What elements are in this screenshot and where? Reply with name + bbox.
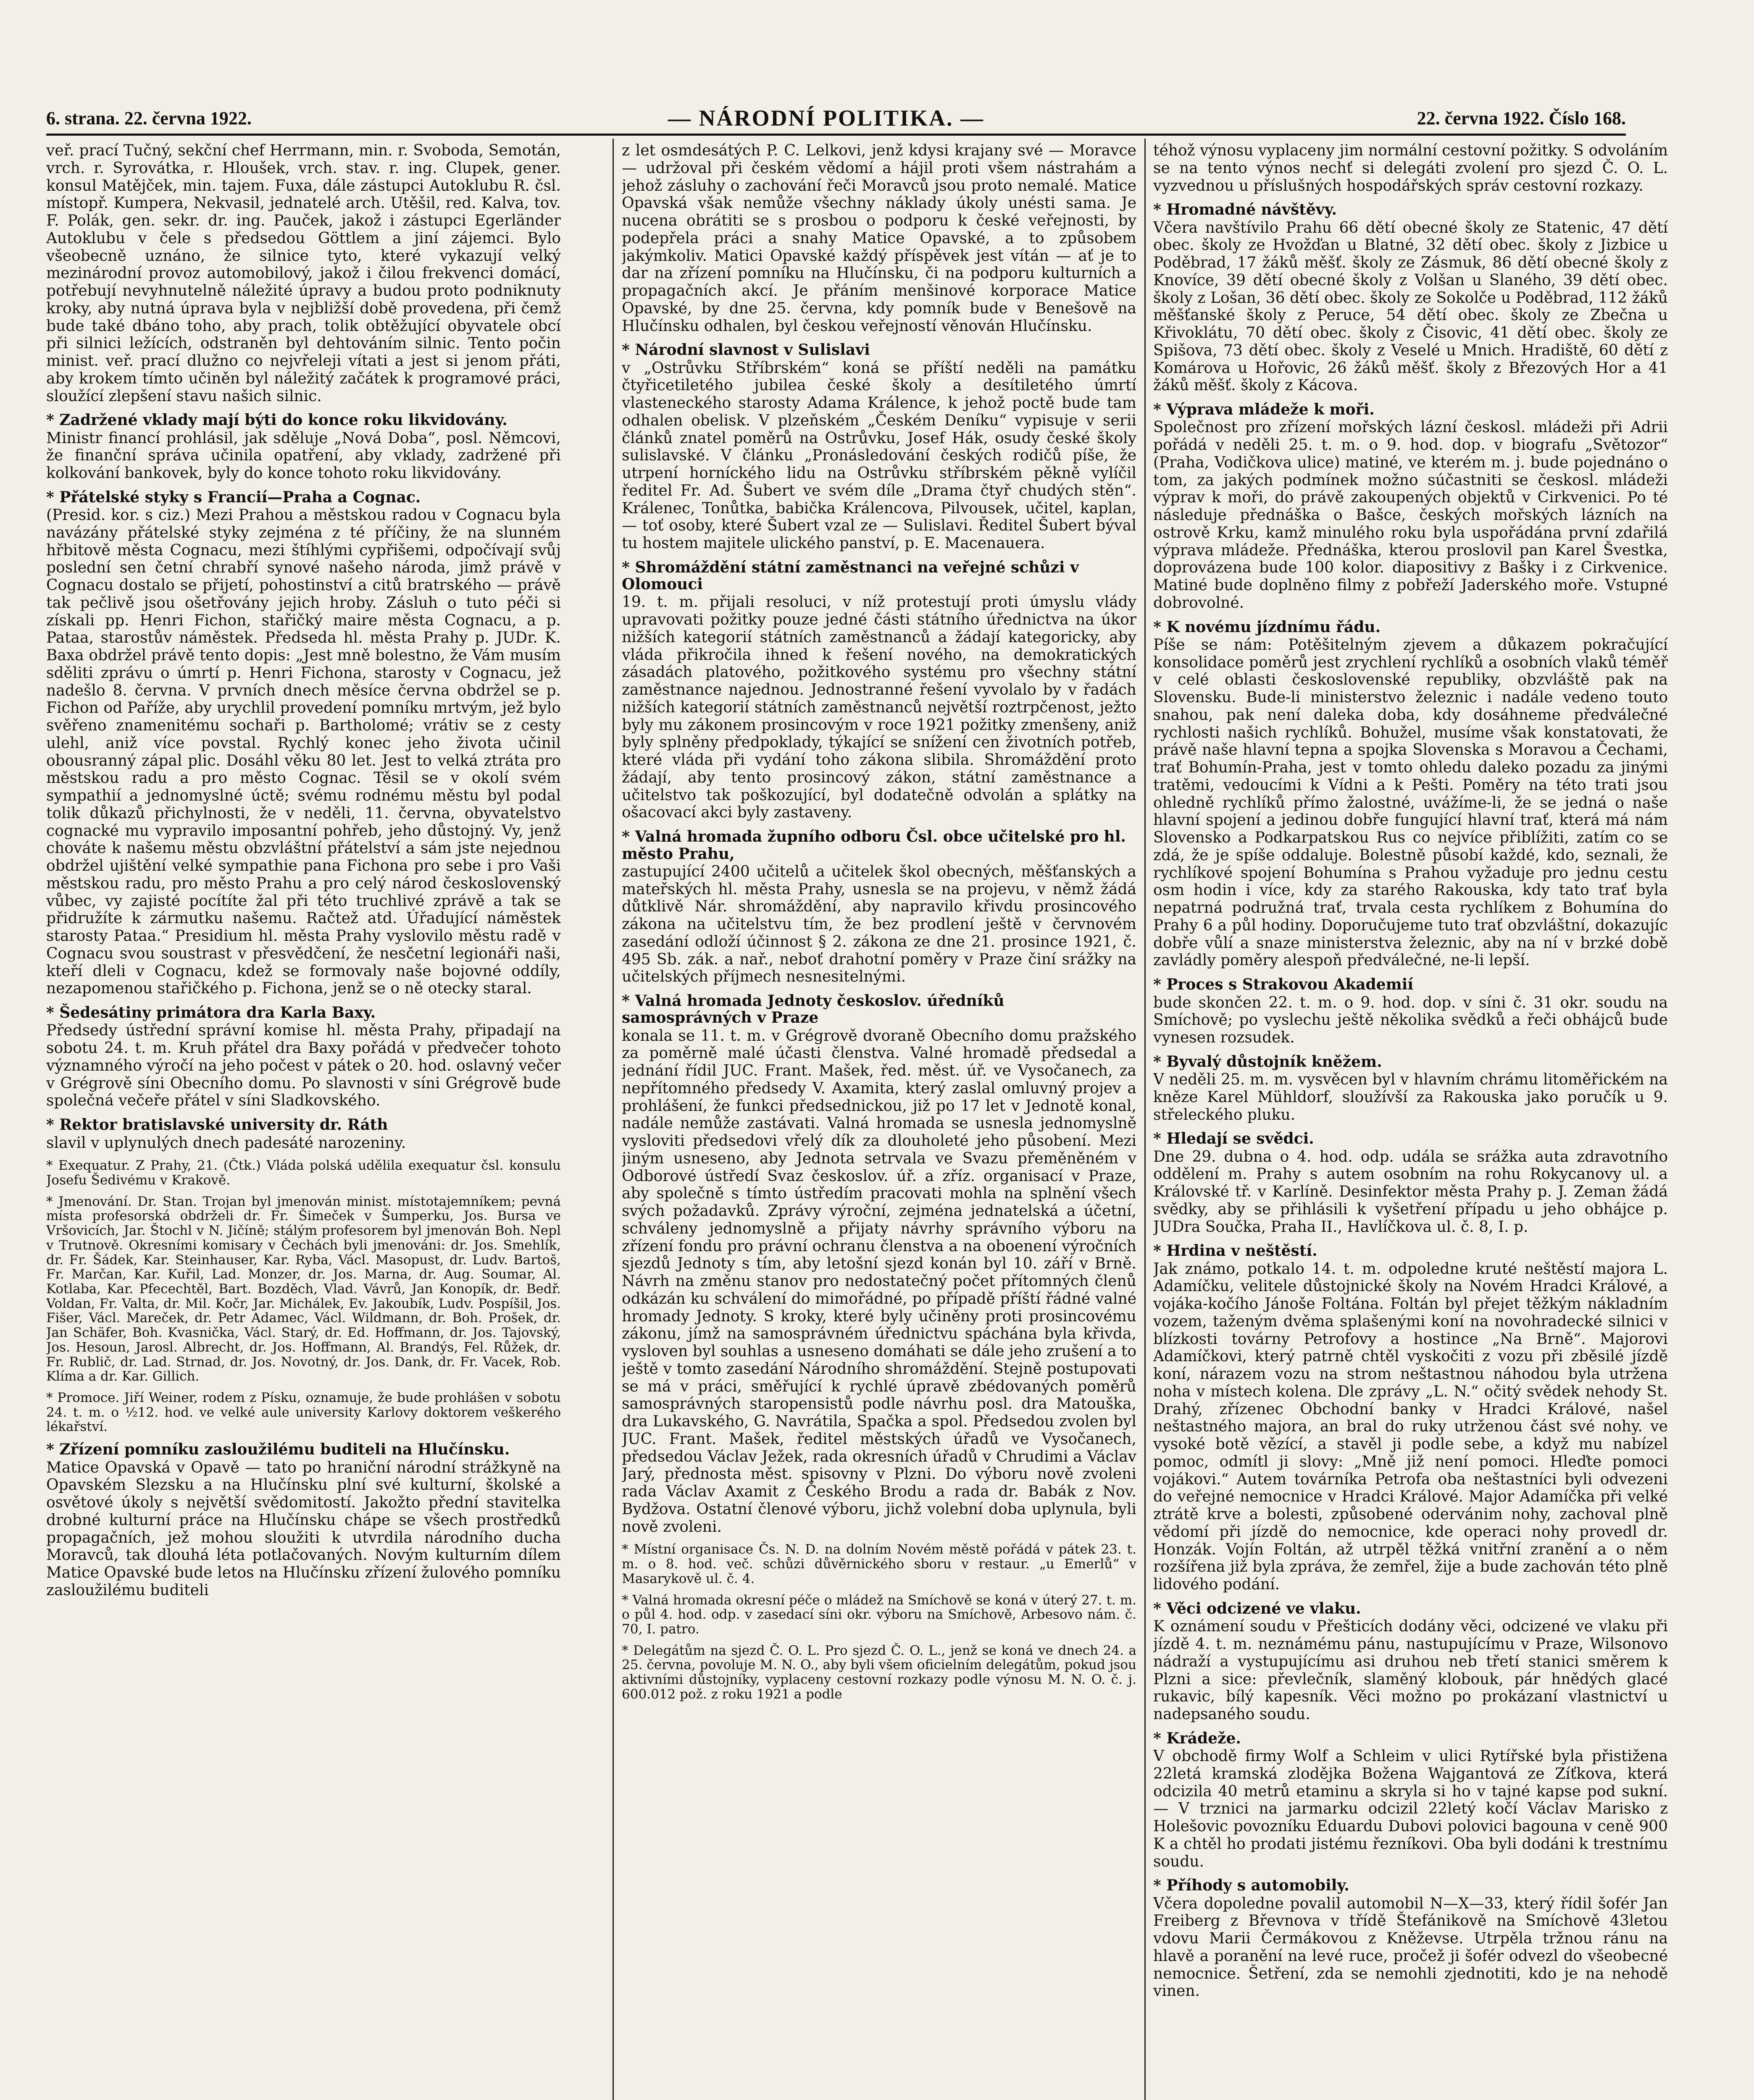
article-body: Společnost pro zřízení mořských lázní českosl. mládeži při Adrii pořádá v neděli 25. t. m. o 9. hod. dop. v biografu „Světozor“ (Praha, Vodičkova ulice) matiné, ve kterém m. j. bude pojednáno o tom, za jakých podmínek možno súčastniti se českosl. mládeži výprav k moři, do právě zakoupených objektů v Cirkvenici. Po té následuje přednáška o Bašce, českých mořských lázních na ostrově Krku, kamž minulého roku byla uspořádána první zdařilá výprava mládeže. Přednáška, kterou proslovil pan Karel Švestka, doprovázena bude 100 kolor. diapositivy z Bašky i z Cirkvenice. Matiné bude doplněno filmy z pobřeží Jaderského moře. Vstupné dobrovolné. (1153, 419, 1668, 612)
column-divider (613, 139, 614, 2100)
article-body: z let osmdesátých P. C. Lelkovi, jenž kdysi krajany své — Moravce — udržoval při českém vědomí a hájil proti všem nástrahám a jehož zásluhy o zachování řeči Moravců jsou proto nemalé. Matice Opavská však nemůže všechny náklady úkoly unésti sama. Je nucena obrátiti se s prosbou o podporu k české veřejnosti, by podepřela práci a snahy Matice Opavské, a to způsobem jakýmkoliv. Matici Opavské každý příspěvek jest vítán — ať je to dar na zřízení pomníku na Hlučínsku, či na podporu kulturních a propagačních akcí. Je přáním menšinové korporace Matice Opavské, by dne 25. června, kdy pomník bude v Benešově na Hlučínsku odhalen, byl českou veřejností věnován Hlučínsku. (622, 142, 1136, 335)
article-headline: * Shromáždění státní zaměstnanci na veřejné schůzi v Olomouci (622, 558, 1079, 593)
article-body: Včera navštívilo Prahu 66 dětí obecné školy ze Statenic, 47 dětí obec. školy ze Hvožďan u Blatné, 32 dětí obec. školy z Jizbice u Poděbrad, 17 žáků měšť. školy ze Zásmuk, 86 dětí obecné školy z Knovíce, 39 dětí obecné školy z Volšan u Slaného, 39 dětí obec. školy z Lošan, 36 dětí obec. školy ze Sokolče u Poděbrad, 112 žáků měšťanské školy z Peruce, 54 dětí obec. školy ze Zbečna u Křivoklátu, 70 dětí obec. školy z Čisovic, 41 dětí obec. školy ze Spišova, 73 dětí obec. školy z Veselé u Mnich. Hradiště, 60 dětí z Komárova u Hořovic, 26 žáků měšť. školy z Březových Hor a 41 žáků měšť. školy z Kácova. (1153, 219, 1668, 394)
article-headline: * Přátelské styky s Francií—Praha a Cognac. (46, 488, 421, 506)
article-headline: * Hrdina v neštěstí. (1153, 1242, 1317, 1260)
article-body: veř. prací Tučný, sekční chef Herrmann, min. r. Svoboda, Semotán, vrch. r. Syrovátka, r. Hloušek, vrch. stav. r. ing. Clupek, gener. konsul Matějček, min. tajem. Fuxa, dále zástupci Autoklubu R. čsl. místopř. Kumpera, Nekvasil, jednatelé arch. Utěšil, red. Kalva, tov. F. Polák, gen. sekr. dr. ing. Pauček, jakož i zástupci Egerländer Autoklubu v čele s předsedou Göttlem a jiní zájemci. Bylo všeobecně uznáno, že silnice tyto, které vykazují velký mezinárodní provoz automobilový, jakož i čilou frekvenci domácí, potřebují nevyhnutelně náležité úpravy a budou proto podniknuty kroky, aby nutná úprava byla v nejbližší době provedena, při čemž bude také dbáno toho, aby prach, tolik obtěžující obyvatele obcí při silnici ležících, odstraněn byl dehtováním silnic. Tento počin minist. veř. prací dlužno co nejvřeleji vítati a jest si jenom přáti, aby krokem tímto učiněn byl náležitý začátek k programové práci, sloužící zlepšení stavu našich silnic. (46, 142, 561, 405)
news-article (1153, 976, 1668, 1047)
article-body: zastupující 2400 učitelů a učitelek škol obecných, měšťanských a mateřských hl. města Prahy, usnesla se na projevu, v němž žádá důtklivě Nár. shromáždění, aby napravilo křivdu prosincového zákona na učitelstvu tím, že bez prodlení ještě v červnovém zasedání odloží účinnost § 2. zákona ze dne 21. prosince 1921, č. 495 Sb. zák. a nař., neboť drahotní poměry v Praze činí srážky na učitelských příjmech nesnesitelnými. (622, 863, 1136, 986)
article-body: * Exequatur. Z Prahy, 21. (Čtk.) Vláda polská udělila exequatur čsl. konsulu Josefu Šedivému v Krakově. (46, 1158, 561, 1188)
article-headline: * Zřízení pomníku zasloužilému buditeli na Hlučínsku. (46, 1441, 510, 1459)
news-article (1153, 1242, 1668, 1593)
article-headline: * Valná hromada župního odboru Čsl. obce učitelské pro hl. město Prahu, (622, 828, 1126, 863)
news-article (1153, 1600, 1668, 1723)
header-page-date: 6. strana. 22. června 1922. (46, 108, 252, 129)
article-body: téhož výnosu vyplaceny jim normální cestovní požitky. S odvoláním se na tento výnos nechť si delegáti zvolení pro sjezd Č. O. L. vyzvednou u příslušných hospodářských správ cestovní rozkazy. (1153, 142, 1668, 194)
news-article (1153, 1730, 1668, 1871)
news-article (46, 1158, 561, 1187)
news-article (622, 1593, 1136, 1637)
news-article (1153, 1877, 1668, 2000)
article-headline: * Věci odcizené ve vlaku. (1153, 1599, 1361, 1617)
article-body: Matice Opavská v Opavě — tato po hraniční národní strážkyně na Opavském Slezsku a na Hlučínsku plní své kulturní, školské a osvětové úkoly s největší svědomitostí. Jakožto přední stavitelka drobné kulturní práce na Hlučínsku chápe se všech prostředků propagačních, jež mohou sloužiti k utvrdila národního ducha Moravců, tak dlouhá léta potlačovaných. Novým kulturním dílem Matice Opavské bude letos na Hlučínsku zřízení žulového pomníku zasloužilému buditeli (46, 1459, 561, 1599)
masthead-title: — NÁRODNÍ POLITIKA. — (668, 105, 985, 131)
article-body: * Delegátům na sjezd Č. O. L. Pro sjezd Č. O. L., jenž se koná ve dnech 24. a 25. června, povoluje M. N. O., aby byli všem oficielním delegátům, pokud jsou aktivními důstojníky, vyplaceny cestovní rozkazy podle výnosu M. N. O. č. j. 600.012 pož. z roku 1921 a podle (622, 1643, 1136, 1702)
news-article (46, 142, 561, 405)
article-headline: * K novému jízdnímu řádu. (1153, 618, 1381, 636)
article-body: Dne 29. dubna o 4. hod. odp. udála se srážka auta zdravotního oddělení m. Prahy s autem osobním na rohu Rokycanovy ul. a Královské tř. v Karlíně. Desinfektor města Prahy p. J. Zeman žádá svědky, aby se přihlásili k vyšetření případu u jeho obhájce p. JUDra Součka, Praha II., Havlíčkova ul. č. 8, I. p. (1153, 1148, 1668, 1236)
article-body: bude skončen 22. t. m. o 9. hod. dop. v síni č. 31 okr. soudu na Smíchově; po vyslechu ještě několika svědků a řeči obhájců bude vynesen rozsudek. (1153, 994, 1668, 1046)
header-issue-number: 22. června 1922. Číslo 168. (1417, 108, 1626, 129)
article-body: Včera dopoledne povalil automobil N—X—33, který řídil šofér Jan Freiberg z Břevnova v třídě Štefánikově na Smíchově 43letou vdovu Marii Čermákovou z Kněževse. Utrpěla tržnou ránu na hlavě a poranění na levé ruce, pročež ji šofér odvezl do všeobecné nemocnice. Šetření, zda se nemohli zjednotiti, kdo je na nehodě vinen. (1153, 1895, 1668, 2000)
news-article (622, 1643, 1136, 1702)
article-headline: * Krádeže. (1153, 1729, 1241, 1747)
article-headline: * Výprava mládeže k moři. (1153, 401, 1375, 419)
news-article (622, 992, 1136, 1536)
news-article (46, 489, 561, 998)
article-headline: * Šedesátiny primátora dra Karla Baxy. (46, 1004, 376, 1022)
article-body: * Jmenování. Dr. Stan. Trojan byl jmenován minist. místotajemníkem; pevná místa profesorská obdrželi dr. Fr. Šimeček v Šumperku, Jos. Bursa ve Vršovicích, Jar. Štochl v N. Jičíně; stálým profesorem byl jmenován Boh. Nepl v Trutnově. Okresními komisary v Čechách byli jmenováni: dr. Jos. Smehlík, dr. Fr. Šádek, Kar. Steinhauser, Kar. Ryba, Václ. Masopust, dr. Ludv. Bartoš, Fr. Marčan, Kar. Kuřil, Lad. Monzer, dr. Jos. Marna, dr. Aug. Soumar, Al. Kotlaba, Kar. Pfecechtěl, Bart. Bozděch, Vlad. Vávrů, Jan Konopík, dr. Bedř. Voldan, Fr. Valta, dr. Mil. Kočr, Jar. Michálek, Ev. Jakoubík, Ludv. Pospíšil, Jos. Fišer, Václ. Mareček, dr. Petr Adamec, Václ. Wildmann, dr. Boh. Prošek, dr. Jan Schäfer, Boh. Kvasnička, Václ. Starý, dr. Ed. Hoffmann, dr. Jos. Tajovský, Jos. Hesoun, Jarosl. Albrecht, dr. Jos. Hoffmann, Al. Brandýs, Fel. Růžek, dr. Fr. Rublič, dr. Lad. Strnad, dr. Jos. Novotný, dr. Jos. Dank, dr. Fr. Vacek, Rob. Klíma a dr. Kar. Gillich. (46, 1194, 561, 1384)
article-body: * Promoce. Jiří Weiner, rodem z Písku, oznamuje, že bude prohlášen v sobotu 24. t. m. o ½12. hod. ve velké aule university Karlovy doktorem veškerého lékařství. (46, 1390, 561, 1435)
news-article (46, 412, 561, 482)
article-body: Píše se nám: Potěšitelným zjevem a důkazem pokračující konsolidace poměrů jest zrychlení rychlíků a osobních vlaků téměř v celé oblasti československé republiky, obzvláště pak na Slovensku. Bude-li ministerstvo železnic i nadále vedeno touto snahou, pak není daleka doba, kdy dosáhneme předválečné rychlosti našich rychlíků. Bohužel, musíme však konstatovati, že právě naše hlavní tepna a spojka Slovenska s Moravou a Čechami, trať Bohumín-Praha, jest v tomto ohledu daleko pozadu za jinými tratěmi, vedoucími k Vídni a k Pešti. Poměry na této trati jsou ohledně rychlíků přímo žalostné, uvážíme-li, že se jedná o naše hlavní spojení a jedinou dobře fungující hlavní trať, která má nám Slovensko a Podkarpatskou Rus co nejvíce přiblížiti, zatím co se zdá, že je spíše oddaluje. Bolestně působí každé, kdo, seznali, že rychlíkové spojení Bohumína s Prahou vyžaduje pro jednu cestu osm hodin i více, kdy za starého Rakouska, kdy tato trať byla nepatrná podružná trať, trvala cesta rychlíkem z Bohumína do Prahy 6 a půl hodiny. Doporučujeme tuto trať obzvláštní, dokazujíc dobře vůlí a snaze ministerstva železnic, aby na ní v brzké době zavládly poměry alespoň předválečné, ne-li lepší. (1153, 636, 1668, 969)
article-headline: * Zadržené vklady mají býti do konce roku likvidovány. (46, 411, 508, 429)
article-body: * Místní organisace Čs. N. D. na dolním Novém městě pořádá v pátek 23. t. m. o 8. hod. več. schůzi důvěrnického sboru v restaur. „u Emerlů“ v Masarykově ul. č. 4. (622, 1542, 1136, 1586)
article-body: Ministr financí prohlásil, jak sděluje „Nová Doba“, posl. Němcovi, že finanční správa učinila opatření, aby vklady, zadržené při kolkování bankovek, byly do konce tohoto roku likvidovány. (46, 429, 561, 482)
news-article (622, 559, 1136, 822)
header-rule (46, 134, 1626, 136)
news-article (1153, 142, 1668, 194)
news-article (46, 1116, 561, 1152)
article-body: 19. t. m. přijali resoluci, v níž protestují proti úmyslu vlády upravovati požitky pouze jedné části státního úřednictva na úkor nižších kategorií státních zaměstnanců a žádají kategoricky, aby vláda přikročila ihned k řešení nového, na demokratických zásadách platového, požitkového systému pro všechny státní zaměstnance najednou. Jednostranné řešení vyvolalo by v řadách nižších kategorií státních zaměstnanců největší roztrpčenost, ježto byly mu zákonem prosincovým v roce 1921 požitky zmenšeny, aniž byly splněny předpoklady, týkající se snížení cen životních potřeb, které vláda při vydání toho zákona slibila. Shromáždění proto žádají, aby tento prosincový zákon, státní zaměstnance a učitelstvo tak poškozující, byl dodatečně odvolán a splátky na ošacovací akci byly zastaveny. (622, 593, 1136, 822)
article-headline: * Rektor bratislavské university dr. Ráth (46, 1116, 388, 1134)
article-headline: * Hledají se svědci. (1153, 1130, 1314, 1148)
article-headline: * Valná hromada Jednoty českoslov. úředníků samosprávných v Praze (622, 992, 1005, 1027)
article-headline: * Byvalý důstojník kněžem. (1153, 1053, 1382, 1071)
column-2 (622, 142, 1136, 2100)
article-headline: * Proces s Strakovou Akademií (1153, 976, 1414, 994)
news-article (1153, 1130, 1668, 1236)
column-1 (46, 142, 561, 2100)
article-body: * Valná hromada okresní péče o mládež na Smíchově se koná v úterý 27. t. m. o půl 4. hod. odp. v zasedací síni okr. výboru na Smíchově, Arbesovo nám. č. 70, I. patro. (622, 1592, 1136, 1637)
news-article (622, 828, 1136, 986)
news-article (46, 1441, 561, 1599)
page-header (46, 105, 1626, 134)
news-article (46, 1391, 561, 1434)
column-divider (1144, 139, 1146, 2100)
article-body: (Presid. kor. s ciz.) Mezi Prahou a městskou radou v Cognacu byla navázány přátelské styky zejména z té příčiny, že na slunném hřbitově města Cognacu, mezi štíhlými cypřišemi, odpočívají svůj poslední sen četní chrabří synové našeho národa, jimž právě v Cognacu dostalo se přijetí, pohostinství a citů bratrského — právě tak pečlivě jsou ošetřovány jejich hroby. Zásluh o tuto péči si získali pp. Henri Fichon, stařičký maire města Cognacu, a p. Pataa, starostův náměstek. Předseda hl. města Prahy p. JUDr. K. Baxa obdržel právě tento dopis: „Jest mně bolestno, že Vám musím sděliti zprávu o úmrtí p. Henri Fichona, starosty v Cognacu, jež nadešlo 8. června. V prvních dnech měsíce června obdržel se p. Fichon od Paříže, aby urychlil provedení pomníku mrtvým, jež bylo svěřeno znamenitému sochaři p. Bartholomé; vrátiv se z cesty ulehl, aniž více povstal. Rychlý konec jeho života učinil obousranný zápal plic. Dosáhl věku 80 let. Jest to velká ztráta pro městskou radu a pro město Cognac. Těsil se v okolí svém sympathií a jednomyslné úctě; svému rodnému městu byl podal tolik důkazů přichylnosti, že v neděli, 11. června, obyvatelstvo cognacké mu vypravilo imposantní pohřeb, jeho důstojný. Vy, jenž chováte k našemu městu obzvláštní přátelství a sám jste nejednou obdržel ujištění velké sympathie pana Fichona pro sebe i pro Vaši městskou radu, pro město Prahu a pro celý národ československý vůbec, vy zajisté pocítíte žal při této truchlivé zprávě a tak se přidružíte k zármutku našemu. Račtež atd. Úřadující náměstek starosty Pataa.“ Presidium hl. města Prahy vyslovilo městu radě v Cognacu svou soustrast v přesvědčení, že nesčetní legionáři naši, kteří dleli v Cognacu, kdež se formovaly naše bojovné oddíly, nezapomenou stařičkého p. Fichona, jenž se o ně otecky staral. (46, 507, 561, 998)
article-body: V obchodě firmy Wolf a Schleim v ulici Rytířské byla přistižena 22letá kramská zlodějka Božena Wajgantová ze Zíťkova, která odcizila 40 metrů etaminu a skryla si ho v tajné kapse pod sukní. — V trznici na jarmarku odcizil 22letý kočí Václav Marisko z Holešovic povozníku Eduardu Dubovi polovici bagouna v ceně 900 K a chtěl ho prodati jistému řezníkovi. Oba byli dodáni k trestnímu soudu. (1153, 1748, 1668, 1870)
news-article (46, 1194, 561, 1384)
article-headline: * Národní slavnost v Sulislavi (622, 341, 870, 359)
article-body: konala se 11. t. m. v Grégrově dvoraně Obecního domu pražského za poměrně malé účasti členstva. Valné hromadě předsedal a jednání řídil JUC. Frant. Mašek, řed. měst. úř. ve Vysočanech, za nepřítomného předsedy V. Axamita, který zaslal omluvný projev a prohlášení, že funkci předsednickou, již po 17 let v Jednotě konal, nadále nemůže zastávati. Valná hromada se usnesla jednomyslně vysloviti předsedovi vřelý dík za dlouholeté jeho působení. Mezi jiným usneseno, aby Jednota setrvala ve Svazu přeměněném v Odborové ústředí Svaz českoslov. úř. a zříz. organisací v Praze, aby společně s tímto ústředím pracovati mohla na splnění všech svých požadavků. Zprávy výroční, zejména jednatelská a účetní, schváleny jednomyslně a přijaty návrhy správního výboru na zřízení fondu pro právní ochranu členstva a na oboenení výročních sjezdů Jednoty s tím, aby letošní sjezd konán byl 10. září v Brně. Návrh na změnu stanov pro nedostatečný počet přítomných členů odkázán ku schválení do mimořádné, po případě příští řádné valné hromady Jednoty. S kroky, které byly učiněny proti prosincovému zákonu, jímž na samosprávném úřednictvu spáchána byla křivda, vysloven byl souhlas a usneseno domáhati se dále jeho zrušení a to ještě v tomto zasedání Národního shromáždění. Stejně postupovati se má v práci, směřující k rychlé úpravě zbédovaných poměrů samosprávných staropensistů podle návrhu posl. dra Matouška, dra Lukavského, G. Navrátila, Spačka a spol. Předsedou zvolen byl JUC. Frant. Mašek, ředitel městských úřadů ve Vysočanech, předsedou Václav Ježek, rada okresních úřadů v Chrudimi a Václav Jarý, přednosta měst. spisovny v Plzni. Do výboru nově zvoleni rada Václav Axamit z Českého Brodu a rada dr. Babák z Nov. Bydžova. Ostatní členové výboru, jichž volební doba uplynula, byli nově zvoleni. (622, 1027, 1136, 1536)
article-body: Předsedy ústřední správní komise hl. města Prahy, připadají na sobotu 24. t. m. Kruh přátel dra Baxy pořádá v předvečer tohoto významného výročí na jeho počest v pátek o 20. hod. oslavný večer v Grégrově síni Obecního domu. Po slavnosti v síni Grégrově bude společná večeře přátel v síni Sladkovského. (46, 1022, 561, 1110)
news-article (46, 1004, 561, 1110)
article-body: Jak známo, potkalo 14. t. m. odpoledne kruté neštěstí majora L. Adamíčku, velitele důstojnické školy na Novém Hradci Králové, a vojáka-kočího Jánoše Foltána. Foltán byl přejet těžkým nákladním vozem, taženým dvěma splašenými koní na novohradecké silnici v blízkosti továrny Petrofovy a hostince „Na Brně“. Majorovi Adamíčkovi, který patrně chtěl vyskočiti z vozu při zběsilé jízdě koní, nárazem vozu na strom neštastnou náhodou byla utržena noha v místech kolena. Dle zprávy „L. N.“ očitý svědek nehody St. Drahý, zřízenec Obchodní banky v Hradci Králové, našel neštastného majora, an bral do ruky utrženou část své nohy. ve vysoké botě vězící, a stavěl ji podle sebe, a když mu nabízel pomoc, odmítl ji slovy: „Mně již není pomoci. Hleďte pomoci vojákovi.“ Autem továrníka Petrofa oba neštastníci byli odvezeni do veřejné nemocnice v Hradci Králové. Major Adamíčka při velké ztrátě krve a bolesti, způsobené odervánim nohy, zachoval plně vědomí při jízdě do nemocnice, kde operaci nohy provedl dr. Honzák. Vojín Foltán, až utrpěl těžká vnitřní zranění a o něm rozšířena již byla zpráva, že zemřel, žije a bude zachován této plně lidového podání. (1153, 1260, 1668, 1593)
news-article (622, 341, 1136, 552)
news-article (1153, 401, 1668, 612)
news-article (622, 1542, 1136, 1586)
article-body: slavil v uplynulých dnech padesáté narozeniny. (46, 1134, 406, 1152)
article-body: V neděli 25. m. m. vysvěcen byl v hlavním chrámu litoměřickém na kněze Karel Mühldorf, sloužívší za Rakouska jako poručík u 9. střeleckého pluku. (1153, 1071, 1668, 1124)
news-article (1153, 1053, 1668, 1124)
article-body: v „Ostrůvku Stříbrském“ koná se příští neděli na památku čtyřicetiletého jubilea české školy a desítiletého úmrtí vlasteneckého starosty Adama Králence, k jehož poctě bude tam odhalen obelisk. V plzeňském „Českém Deníku“ vypisuje v serii článků znatel poměrů na Ostrůvku, Josef Hák, osudy české školy sulislavské. V článku „Pronásledování českých rodičů píše, že utrpení horníckého lidu na Ostrůvku stříbrském pěkně vylíčil ředitel Fr. Ad. Šubert ve svém díle „Drama čtyř chudých stěn“. Králenec, Tonůtka, babička Králencova, Pilvousek, učitel, kaplan, — toť osoby, které Šubert vzal ze — Sulislavi. Ředitel Šubert býval tu hostem majitele ulického panství, p. E. Macenauera. (622, 359, 1136, 552)
article-headline: * Příhody s automobily. (1153, 1877, 1349, 1895)
news-article (1153, 201, 1668, 394)
article-headline: * Hromadné návštěvy. (1153, 201, 1337, 219)
news-article (1153, 619, 1668, 970)
column-3 (1153, 142, 1668, 2100)
news-article (622, 142, 1136, 335)
article-body: K oznámení soudu v Přešticích dodány věci, odcizené ve vlaku při jízdě 4. t. m. neznámému pánu, nastupujícímu v Praze, Wilsonovo nádraží a vystupujícímu asi druhou neb třetí stanici směrem k Plzni a sice: převlečník, slaměný klobouk, pár hnědých glacé rukavic, bílý kapesník. Věci možno po prokázaní vlastnictví u nadepsaného soudu. (1153, 1618, 1668, 1723)
